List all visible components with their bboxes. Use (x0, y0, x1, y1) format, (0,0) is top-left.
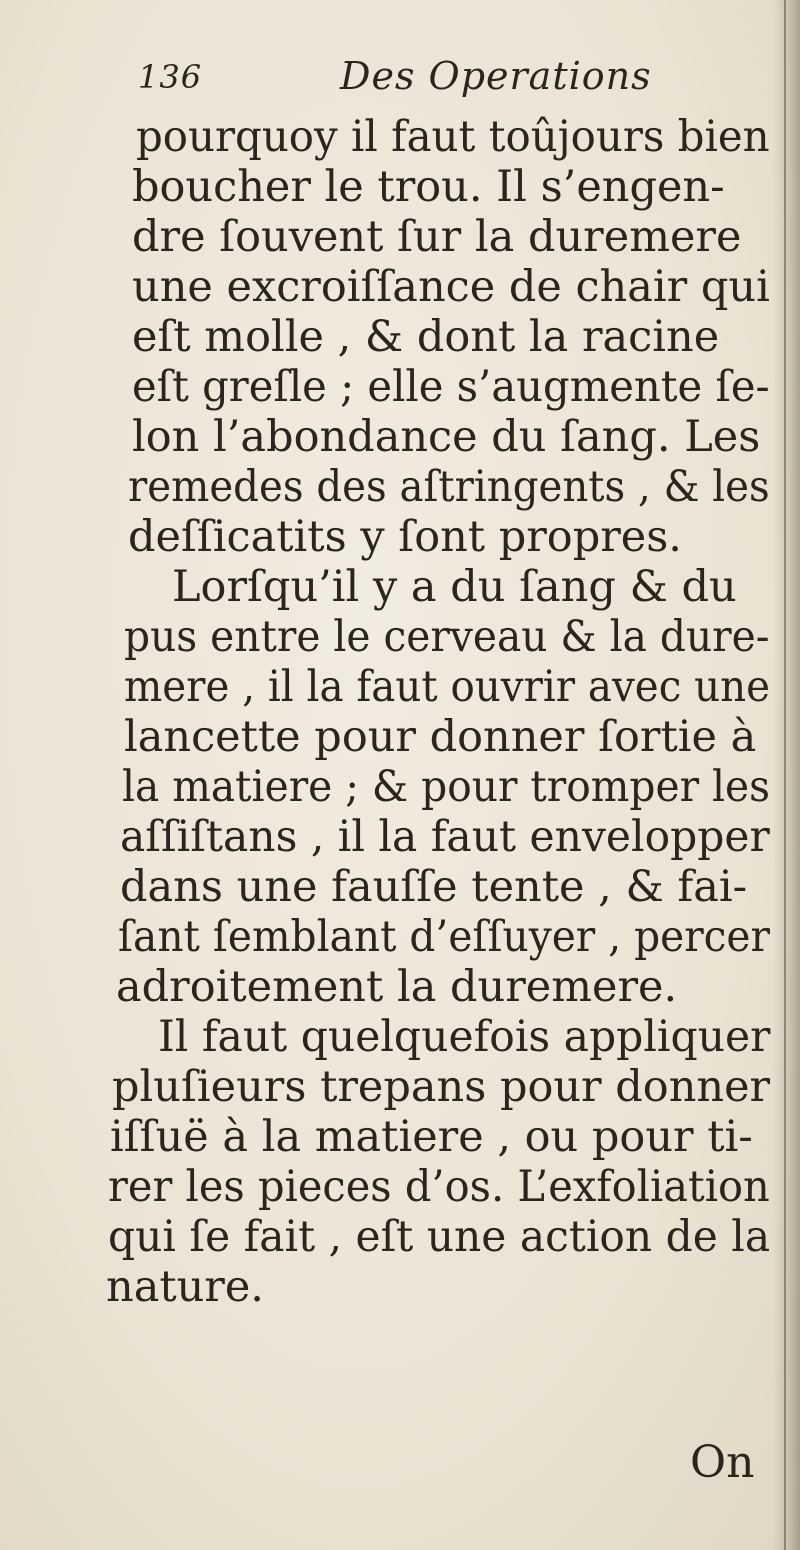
text-line: lon l’abondance du ſang. Les (132, 412, 761, 462)
text-line: eſt greſle ; elle s’augmente ſe- (132, 362, 770, 412)
text-line: nature. (106, 1262, 264, 1312)
text-line: lancette pour donner ſortie à (124, 712, 757, 762)
text-line: pus entre le cerveau & la dure- (124, 612, 770, 662)
text-line: mere , il la faut ouvrir avec une (124, 662, 771, 712)
text-line: remedes des aſtringents , & les (128, 462, 770, 512)
text-line: pourquoy il faut toûjours bien (136, 112, 770, 162)
text-line: dre ſouvent ſur la duremere (132, 212, 742, 262)
text-line: aſſiſtans , il la faut envelopper (120, 812, 770, 862)
text-line: boucher le trou. Il s’engen- (132, 162, 725, 212)
text-line: iſſuë à la matiere , ou pour ti- (110, 1112, 753, 1162)
text-line: Il faut quelquefois appliquer (158, 1012, 771, 1062)
running-head: Des Operations (340, 54, 652, 98)
text-line: la matiere ; & pour tromper les (122, 762, 771, 812)
text-line: pluſieurs trepans pour donner (112, 1062, 771, 1112)
text-line: dans une fauſſe tente , & fai- (120, 862, 748, 912)
text-line: eſt molle , & dont la racine (132, 312, 720, 362)
text-line: qui ſe fait , eſt une action de la (108, 1212, 771, 1262)
text-line: rer les pieces d’os. L’exfoliation (108, 1162, 770, 1212)
text-line: adroitement la duremere. (116, 962, 678, 1012)
text-line: Lorſqu’il y a du ſang & du (172, 562, 737, 612)
text-line: ſant ſemblant d’eſſuyer , percer (118, 912, 770, 962)
text-line: deſſicatits y ſont propres. (128, 512, 682, 562)
text-line: une excroiſſance de chair qui (132, 262, 770, 312)
catchword: On (690, 1437, 755, 1488)
page-number: 136 (138, 58, 203, 96)
